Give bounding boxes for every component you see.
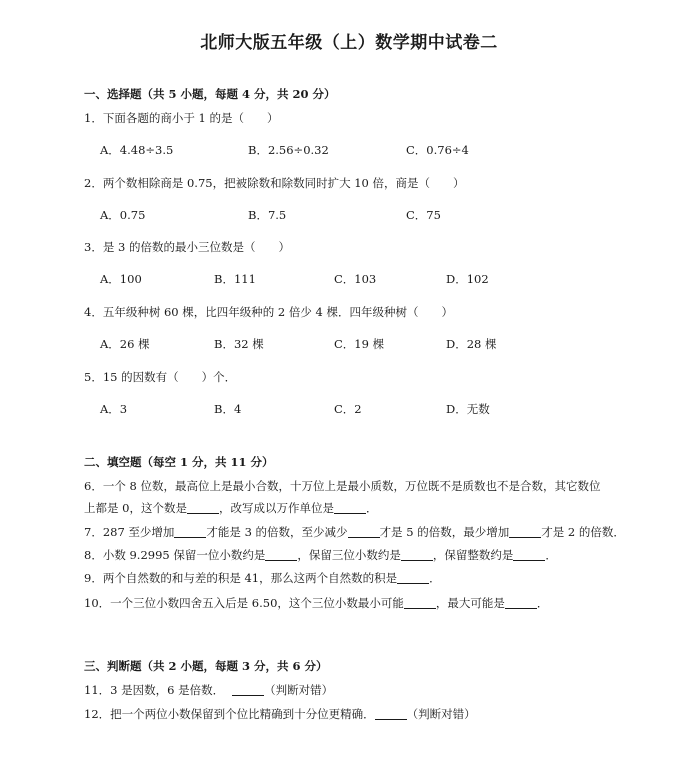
question-8 [84, 547, 557, 563]
q5-option-c: C．2 [334, 402, 362, 416]
q8-text-1: 8．小数 9.2995 保留一位小数约是 [84, 548, 266, 562]
q3-option-a: A．100 [100, 272, 142, 286]
question-6-line-2 [84, 500, 377, 516]
section-heading-choice: 一、选择题（共 5 小题，每题 4 分，共 20 分） [84, 87, 336, 101]
question-10 [84, 595, 548, 611]
question-4: 4．五年级种树 60 棵，比四年级种的 2 倍少 4 棵．四年级种树（ ） [84, 305, 454, 319]
q1-option-b: B．2.56÷0.32 [248, 143, 329, 157]
q7-text-4: 才是 2 的倍数． [541, 525, 625, 539]
answer-blank[interactable] [505, 596, 537, 609]
q2-option-a: A．0.75 [100, 208, 146, 222]
question-1: 1．下面各题的商小于 1 的是（ ） [84, 111, 279, 125]
q4-option-b: B．32 棵 [214, 337, 264, 351]
q11-text: 11．3 是因数，6 是倍数． [84, 683, 225, 697]
answer-blank[interactable] [397, 571, 429, 584]
answer-blank[interactable] [334, 501, 366, 514]
q6-text-1: 上都是 0，这个数是 [84, 501, 187, 515]
q2-option-b: B．7.5 [248, 208, 287, 222]
q5-option-b: B．4 [214, 402, 242, 416]
answer-blank[interactable] [509, 525, 541, 538]
question-2: 2．两个数相除商是 0.75，把被除数和除数同时扩大 10 倍，商是（ ） [84, 176, 465, 190]
q3-option-b: B．111 [214, 272, 256, 286]
question-11 [84, 682, 333, 698]
answer-blank[interactable] [187, 501, 219, 514]
q4-option-c: C．19 棵 [334, 337, 385, 351]
q1-option-a: A．4.48÷3.5 [100, 143, 174, 157]
answer-blank[interactable] [401, 548, 433, 561]
question-6-line-1: 6．一个 8 位数，最高位上是最小合数，十万位上是最小质数，万位既不是质数也不是合数，其它数位 [84, 479, 601, 493]
answer-blank[interactable] [513, 548, 545, 561]
answer-blank[interactable] [265, 548, 297, 561]
q9-text-1: 9．两个自然数的和与差的积是 41，那么这两个自然数的积是 [84, 571, 398, 585]
q4-option-d: D．28 棵 [446, 337, 497, 351]
q2-option-c: C．75 [406, 208, 441, 222]
q8-text-2: ，保留三位小数约是 [297, 548, 401, 562]
answer-blank[interactable] [348, 525, 380, 538]
q4-option-a: A．26 棵 [100, 337, 150, 351]
answer-blank[interactable] [375, 707, 407, 720]
q9-text-2: ． [429, 571, 441, 585]
question-3: 3．是 3 的倍数的最小三位数是（ ） [84, 240, 290, 254]
question-9 [84, 570, 441, 586]
q12-suffix: （判断对错） [406, 707, 476, 721]
q3-option-c: C．103 [334, 272, 377, 286]
q3-option-d: D．102 [446, 272, 489, 286]
q5-option-a: A．3 [100, 402, 128, 416]
question-7 [84, 524, 625, 540]
answer-blank[interactable] [232, 683, 264, 696]
section-heading-fill: 二、填空题（每空 1 分，共 11 分） [84, 455, 274, 469]
page-title: 北师大版五年级（上）数学期中试卷二 [200, 33, 498, 53]
section-heading-judge: 三、判断题（共 2 小题，每题 3 分，共 6 分） [84, 659, 328, 673]
q6-text-2: ，改写成以万作单位是 [218, 501, 334, 515]
q10-text-2: ，最大可能是 [435, 596, 505, 610]
q11-suffix: （判断对错） [264, 683, 334, 697]
question-5: 5．15 的因数有（ ）个． [84, 370, 237, 384]
q7-text-2: 才能是 3 的倍数，至少减少 [206, 525, 348, 539]
q8-text-3: ，保留整数约是 [432, 548, 514, 562]
answer-blank[interactable] [404, 596, 436, 609]
q6-text-3: ． [365, 501, 378, 515]
q10-text-1: 10．一个三位小数四舍五入后是 6.50，这个三位小数最小可能 [84, 596, 404, 610]
q1-option-c: C．0.76÷4 [406, 143, 469, 157]
q5-option-d: D．无数 [446, 402, 490, 416]
q8-text-4: ． [545, 548, 557, 562]
q10-text-3: ． [536, 596, 549, 610]
q7-text-3: 才是 5 的倍数，最少增加 [379, 525, 510, 539]
q7-text-1: 7．287 至少增加 [84, 525, 175, 539]
q12-text: 12．把一个两位小数保留到个位比精确到十分位更精确． [84, 707, 375, 721]
answer-blank[interactable] [174, 525, 206, 538]
question-12 [84, 706, 476, 722]
